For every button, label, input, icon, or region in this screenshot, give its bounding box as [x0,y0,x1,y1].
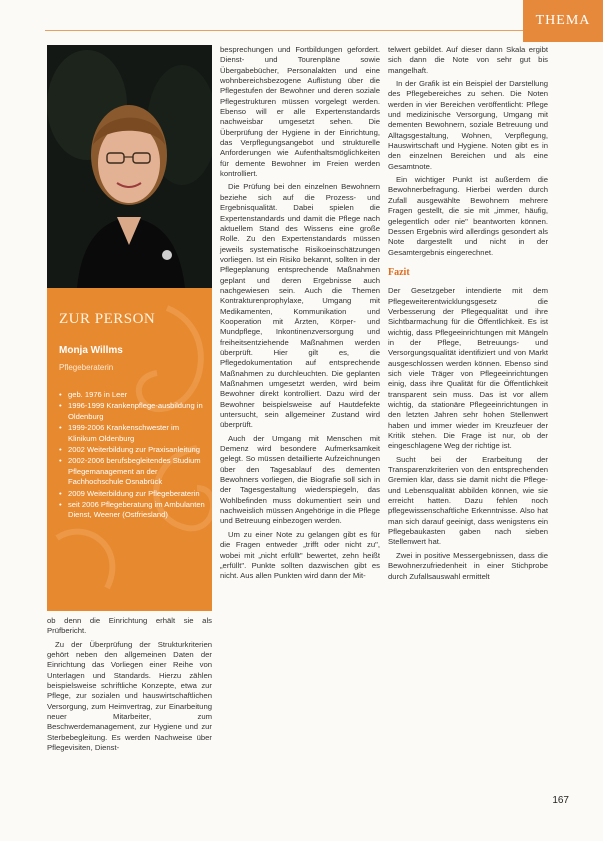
text-column-3 [388,45,548,585]
list-item: • 2009 Weiterbildung zur Pflegeberaterin [59,489,207,499]
sidebar-title: ZUR PERSON [59,311,156,327]
text-column-1 [47,616,212,756]
person-name: Monja Willms [59,345,123,356]
paragraph: Die Prüfung bei den einzelnen Bewohnern beziehe sich auf die Prozess- und Ergebnisqualität. Dabei spielen die Expertenstandards und damit die Pflege nach aktuellem Stand des Wissens eine große Rolle. Zu den Expertenstandards müssen jeweils systematische Risikoeinschätzungen vorliegen. Ist ein Risiko bekannt, sollten in der Pflegeplanung entsprechende Maßnahmen geplant und deren Ergebnisse auch nachgewiesen sein. Auch die Themen Kontrakturenprophylaxe, Umgang mit Medikamenten, Kommunikation und Kooperation mit Ärzten, Körper- und Mundpflege, Inkontinenzversorgung und freiheitsentziehende Maßnahmen werden überprüft. Hier gilt es, die Pflegedokumentation auf entsprechende Maßnahmen zu durchleuchten. Die geplanten Maßnahmen umgesetzt werden, wird beim Bewohner direkt kontrolliert. Dazu wird der Bewohner beispielsweise auf Hautdefekte untersucht, sein allgemeiner Zustand wird überprüft. [220,182,380,430]
text-column-2 [220,45,380,585]
paragraph: besprechungen und Fortbildungen gefordert. Dienst- und Tourenpläne sowie Übergabebücher, Personalakten und eine wohnbereichsbezogene Auflistung über die Pflegestufen der Bewohner und deren soziale Pflegestrukturen müssen vorgelegt werden. Ebenso will er alle Expertenstandards nachweisbar umgesetzt sehen. Die Überprüfung der Hygiene in der Einrichtung, das Verpflegungsangebot und strukturelle Anforderungen wie Aufenthaltsmöglichkeiten für demente Bewohner im Freien werden kontrolliert. [220,45,380,179]
paragraph: Auch der Umgang mit Menschen mit Demenz wird besondere Aufmerksamkeit gelegt. So müssen detaillierte Aufzeichnungen über den Tagesablauf des dementen Bewohners vorliegen, die Biografie soll sich in der Tagesgestaltung wiederspiegeln, das Wohlbefinden muss dokumentiert sein und nachweislich müssen Angehörige in die Pflege und Betreuung einbezogen werden. [220,433,380,526]
paragraph: In der Grafik ist ein Beispiel der Darstellung des Pflegebereiches zu sehen. Die Noten werden in vier Bereichen veröffentlicht: Pflege und medizinische Versorgung, Umgang mit dementen Bewohnern, soziale Betreuung und Alltagsgestaltung, Wohnen, Verpflegung, Hauswirtschaft und Hygiene. Noten gibt es in den einzelnen Bereichen und als eine Gesamtnote. [388,79,548,171]
fazit-heading: Fazit [388,266,410,278]
person-role: Pflegeberaterin [59,363,114,372]
paragraph: Um zu einer Note zu gelangen gibt es für die Fragen entweder „trifft oder nicht zu", wobei mit „nicht erfüllt" bewertet, zehn heißt „erfüllt". Punkte sollten dazwischen gibt es nicht. Aus allen Punkten wird dann der Mit- [220,529,380,581]
list-item: • 1996-1999 Krankenpflege-ausbildung in Oldenburg [59,401,207,422]
paragraph: Zwei in positive Messergebnissen, dass die Bewohnerzufriedenheit in einer Stichprobe durch Zufallsauswahl ermittelt [388,550,548,581]
paragraph: Zu der Überprüfung der Strukturkriterien gehört neben den allgemeinen Daten der Einrichtung das Vorliegen einer Reihe von Unterlagen und Standards. Hierzu zählen beispielsweise schriftliche Konzepte, etwa zur Pflege, zur sozialen und hauswirtschaftlichen Versorgung, zum Heimvertrag, zur Einarbeitung neuer Mitarbeiter, zum Beschwerdemanagement, zur Hygiene und zur Sterbebegleitung. Es werden Nachweise über Pflegevisiten, Dienst- [47,639,212,753]
cv-list [59,390,207,522]
paragraph: ob denn die Einrichtung erhält sie als Prüfbericht. [47,616,212,636]
person-sidebar [47,288,212,611]
list-item: • 1999-2006 Krankenschwester im Klinikum Oldenburg [59,423,207,444]
portrait-image [47,45,212,288]
paragraph: telwert gebildet. Auf dieser dann Skala ergibt sich dann die Note von sehr gut bis mangelhaft. [388,45,548,75]
paragraph: Ein wichtiger Punkt ist außerdem die Bewohnerbefragung. Hierbei werden durch Zufall ausgewählte Bewohnern mehrere Fragen gestellt, die sie mit „immer, häufig, gelegentlich oder nie" beantworten können. Dessen Ergebnis wird allerdings gesondert als Note dargestellt und nicht in der Gesamtergebnis eingerechnet. [388,175,548,257]
list-item: • geb. 1976 in Leer [59,390,207,400]
page-number: 167 [552,795,569,806]
paragraph: Sucht bei der Erarbeitung der Transparenzkriterien von den entsprechenden Gremien klar, dass sie damit nicht die Pflege- und Lebensqualität abbilden können, wie sie erreicht hatten. Dazu fehlen noch pflegewissenschaftliche Erkenntnisse. Also hat man sich darauf geeinigt, dass wenigstens ein Pflegebaukasten gaben nach sieben Stellenwert hat. [388,454,548,547]
section-label: THEMA [523,0,603,42]
paragraph: Der Gesetzgeber intendierte mit dem Pflegeweiterentwicklungsgesetz die Verbesserung der Pflegequalität und ihre Sichtbarmachung für die Öffentlichkeit. Es ist wichtig, dass Pflegeeinrichtungen mit Mängeln in der Pflege, Betreuungs- und Versorgungsqualität identifiziert und von Markt ausgeschlossen werden können. Ebenso sind sich viele Träger von Pflegeeinrichtungen einig, dass ihre Qualität für die Öffentlichkeit transparent sein muss. Das ist vor allem wichtig, da stationäre Pflegeeinrichtungen in den letzten Jahren sehr hohen Stellenwert haben und immer wieder im Kreuzfeuer der Kritik stehen. Die Frage ist nur, ob der eingeschlagene Weg der richtige ist. [388,286,548,451]
portrait-photo [47,45,212,288]
list-item: • 2002 Weiterbildung zur Praxisanleitung [59,445,207,455]
header-rule [45,0,603,31]
list-item: • seit 2006 Pflegeberatung im Ambulanten Dienst, Weener (Ostfriesland) [59,500,207,521]
list-item: • 2002-2006 berufsbegleitendes Studium Pflegemanagement an der Fachhochschule Osnabrück [59,456,207,487]
